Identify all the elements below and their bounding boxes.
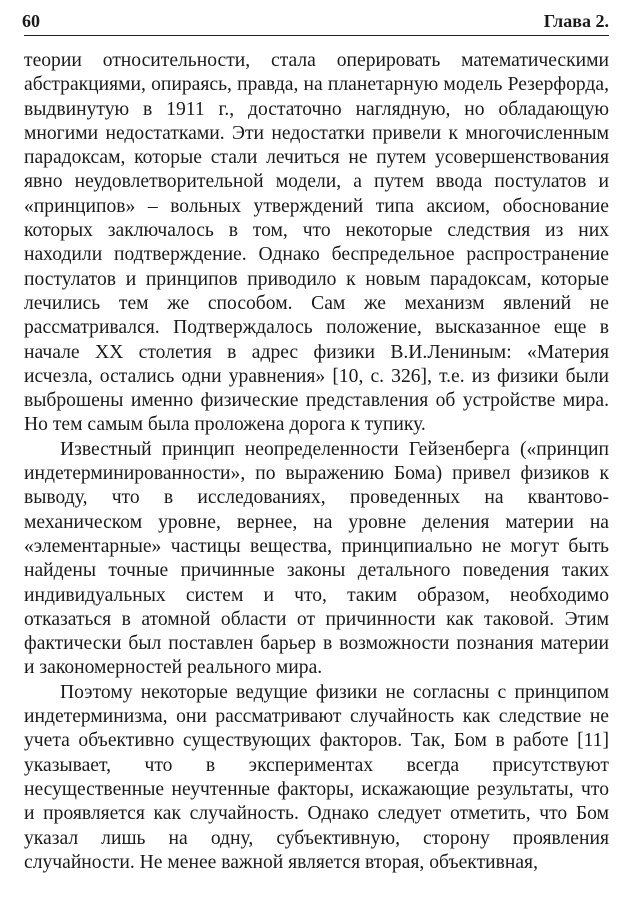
paragraph-3: Поэтому некоторые ведущие физики не согласны с принципом индетерминизма, они рассматривают случайность как следствие не учета объективно существующих факторов. Так, Бом в работе [11] указывает, что в экспериментах всегда присутствуют несущественные неучтенные факторы, искажающие результаты, что и проявляется как случайность. Однако следует отметить, что Бом указал лишь на одну, субъективную, сторону проявления случайности. Не менее важной является вторая, объективная,: [24, 681, 609, 873]
running-header: [24, 10, 609, 36]
paragraph-2: Известный принцип неопределенности Гейзенберга («принцип индетерминированности», по выражению Бома) привел физиков к выводу, что в исследованиях, проведенных на квантово-механическом уровне, вернее, на уровне деления материи на «элементарные» частицы вещества, принципиально не могут быть найдены точные причинные законы детального поведения таких индивидуальных систем и что, таким образом, необходимо отказаться в атомной области от причинности как таковой. Этим фактически был поставлен барьер в возможности познания материи и закономерностей реального мира.: [24, 438, 609, 679]
page-body: [24, 49, 609, 875]
chapter-title: Глава 2.: [543, 11, 609, 31]
paragraph-1: теории относительности, стала оперировать математическими абстракциями, опираясь, правда, на планетарную модель Резерфорда, выдвинутую в 1911 г., достаточно наглядную, но обладающую многими недостатками. Эти недостатки привели к многочисленным парадоксам, которые стали лечиться не путем усовершенствования явно неудовлетворительной модели, а путем ввода постулатов и «принципов» – вольных утверждений типа аксиом, обоснование которых заключалось в том, что некоторые следствия из них находили подтверждение. Однако беспредельное распространение постулатов и принципов приводило к новым парадоксам, которые лечились тем же способом. Сам же механизм явлений не рассматривался. Подтверждалось положение, высказанное еще в начале XX столетия в адрес физики В.И.Лениным: «Материя исчезла, остались одни уравнения» [10, с. 326], т.е. из физики были выброшены именно физические представления об устройстве мира. Но тем самым была проложена дорога к тупику.: [24, 50, 609, 436]
page-number: 60: [22, 11, 40, 31]
